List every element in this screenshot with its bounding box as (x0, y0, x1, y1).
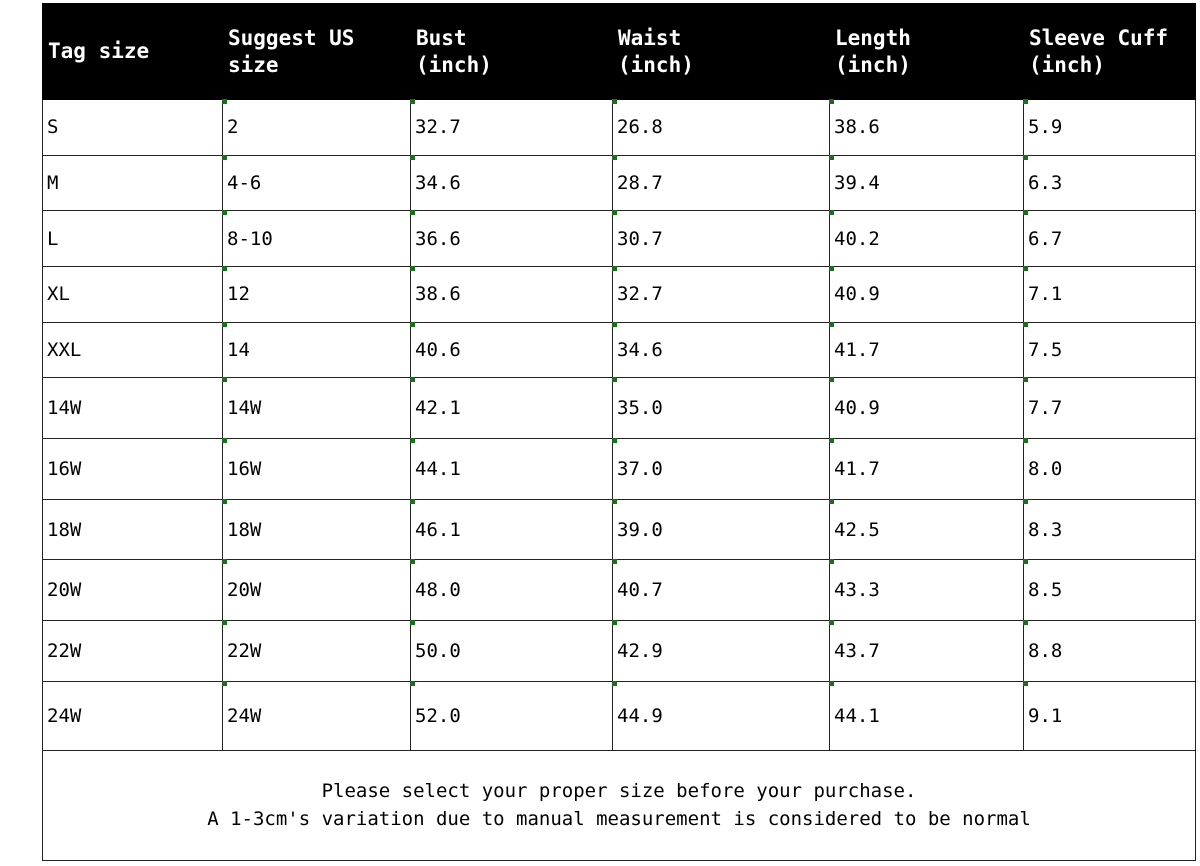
cell-tag-size: 16W (43, 438, 223, 499)
header-bust: Bust (inch) (411, 4, 613, 100)
cell-tag-size: S (43, 100, 223, 156)
cell-bust: 34.6 (411, 155, 613, 211)
cell-waist: 37.0 (613, 438, 830, 499)
note-line-1: Please select your proper size before your purchase. (321, 780, 917, 803)
cell-length: 41.7 (830, 322, 1024, 378)
cell-suggest-us-size: 8-10 (223, 211, 411, 267)
cell-waist: 44.9 (613, 681, 830, 750)
cell-tag-size: XL (43, 266, 223, 322)
header-suggest-us-size: Suggest US size (223, 4, 411, 100)
header-length: Length (inch) (830, 4, 1024, 100)
cell-tag-size: 20W (43, 560, 223, 621)
cell-waist: 42.9 (613, 621, 830, 682)
cell-waist: 32.7 (613, 266, 830, 322)
cell-sleeve-cuff: 9.1 (1024, 681, 1196, 750)
cell-waist: 34.6 (613, 322, 830, 378)
cell-bust: 40.6 (411, 322, 613, 378)
header-waist: Waist (inch) (613, 4, 830, 100)
cell-waist: 39.0 (613, 499, 830, 560)
table-row (43, 322, 1196, 378)
cell-suggest-us-size: 4-6 (223, 155, 411, 211)
table-row (43, 155, 1196, 211)
note-line-2: A 1-3cm's variation due to manual measurement is considered to be normal (207, 808, 1031, 831)
cell-length: 42.5 (830, 499, 1024, 560)
cell-waist: 28.7 (613, 155, 830, 211)
cell-length: 40.2 (830, 211, 1024, 267)
cell-bust: 50.0 (411, 621, 613, 682)
header-sleeve-cuff: Sleeve Cuff (inch) (1024, 4, 1196, 100)
cell-waist: 26.8 (613, 100, 830, 156)
cell-bust: 36.6 (411, 211, 613, 267)
cell-sleeve-cuff: 5.9 (1024, 100, 1196, 156)
table-row (43, 378, 1196, 439)
table-row (43, 560, 1196, 621)
cell-bust: 46.1 (411, 499, 613, 560)
cell-length: 40.9 (830, 266, 1024, 322)
cell-sleeve-cuff: 8.0 (1024, 438, 1196, 499)
cell-suggest-us-size: 2 (223, 100, 411, 156)
note-row (43, 750, 1196, 860)
cell-length: 40.9 (830, 378, 1024, 439)
header-tag-size: Tag size (43, 4, 223, 100)
header-row (43, 4, 1196, 100)
cell-length: 43.7 (830, 621, 1024, 682)
table-row (43, 438, 1196, 499)
cell-tag-size: 18W (43, 499, 223, 560)
table-row (43, 621, 1196, 682)
cell-waist: 30.7 (613, 211, 830, 267)
cell-tag-size: 24W (43, 681, 223, 750)
cell-bust: 38.6 (411, 266, 613, 322)
cell-sleeve-cuff: 7.5 (1024, 322, 1196, 378)
table-row (43, 499, 1196, 560)
cell-sleeve-cuff: 6.3 (1024, 155, 1196, 211)
cell-bust: 48.0 (411, 560, 613, 621)
cell-tag-size: 14W (43, 378, 223, 439)
cell-suggest-us-size: 20W (223, 560, 411, 621)
table-header (43, 4, 1196, 100)
cell-sleeve-cuff: 7.1 (1024, 266, 1196, 322)
cell-sleeve-cuff: 8.8 (1024, 621, 1196, 682)
cell-suggest-us-size: 14W (223, 378, 411, 439)
size-chart-table (42, 3, 1196, 861)
cell-tag-size: M (43, 155, 223, 211)
cell-suggest-us-size: 12 (223, 266, 411, 322)
table-row (43, 266, 1196, 322)
cell-suggest-us-size: 22W (223, 621, 411, 682)
cell-waist: 35.0 (613, 378, 830, 439)
cell-suggest-us-size: 14 (223, 322, 411, 378)
cell-tag-size: L (43, 211, 223, 267)
cell-sleeve-cuff: 8.3 (1024, 499, 1196, 560)
cell-suggest-us-size: 18W (223, 499, 411, 560)
note-cell (43, 750, 1196, 860)
table-row (43, 681, 1196, 750)
cell-bust: 44.1 (411, 438, 613, 499)
cell-length: 43.3 (830, 560, 1024, 621)
cell-sleeve-cuff: 6.7 (1024, 211, 1196, 267)
cell-sleeve-cuff: 8.5 (1024, 560, 1196, 621)
table-row (43, 211, 1196, 267)
table-body (43, 100, 1196, 861)
cell-length: 38.6 (830, 100, 1024, 156)
cell-length: 41.7 (830, 438, 1024, 499)
cell-bust: 42.1 (411, 378, 613, 439)
cell-length: 44.1 (830, 681, 1024, 750)
cell-suggest-us-size: 24W (223, 681, 411, 750)
cell-sleeve-cuff: 7.7 (1024, 378, 1196, 439)
cell-waist: 40.7 (613, 560, 830, 621)
cell-tag-size: 22W (43, 621, 223, 682)
cell-suggest-us-size: 16W (223, 438, 411, 499)
cell-length: 39.4 (830, 155, 1024, 211)
cell-bust: 52.0 (411, 681, 613, 750)
table-row (43, 100, 1196, 156)
cell-tag-size: XXL (43, 322, 223, 378)
cell-bust: 32.7 (411, 100, 613, 156)
